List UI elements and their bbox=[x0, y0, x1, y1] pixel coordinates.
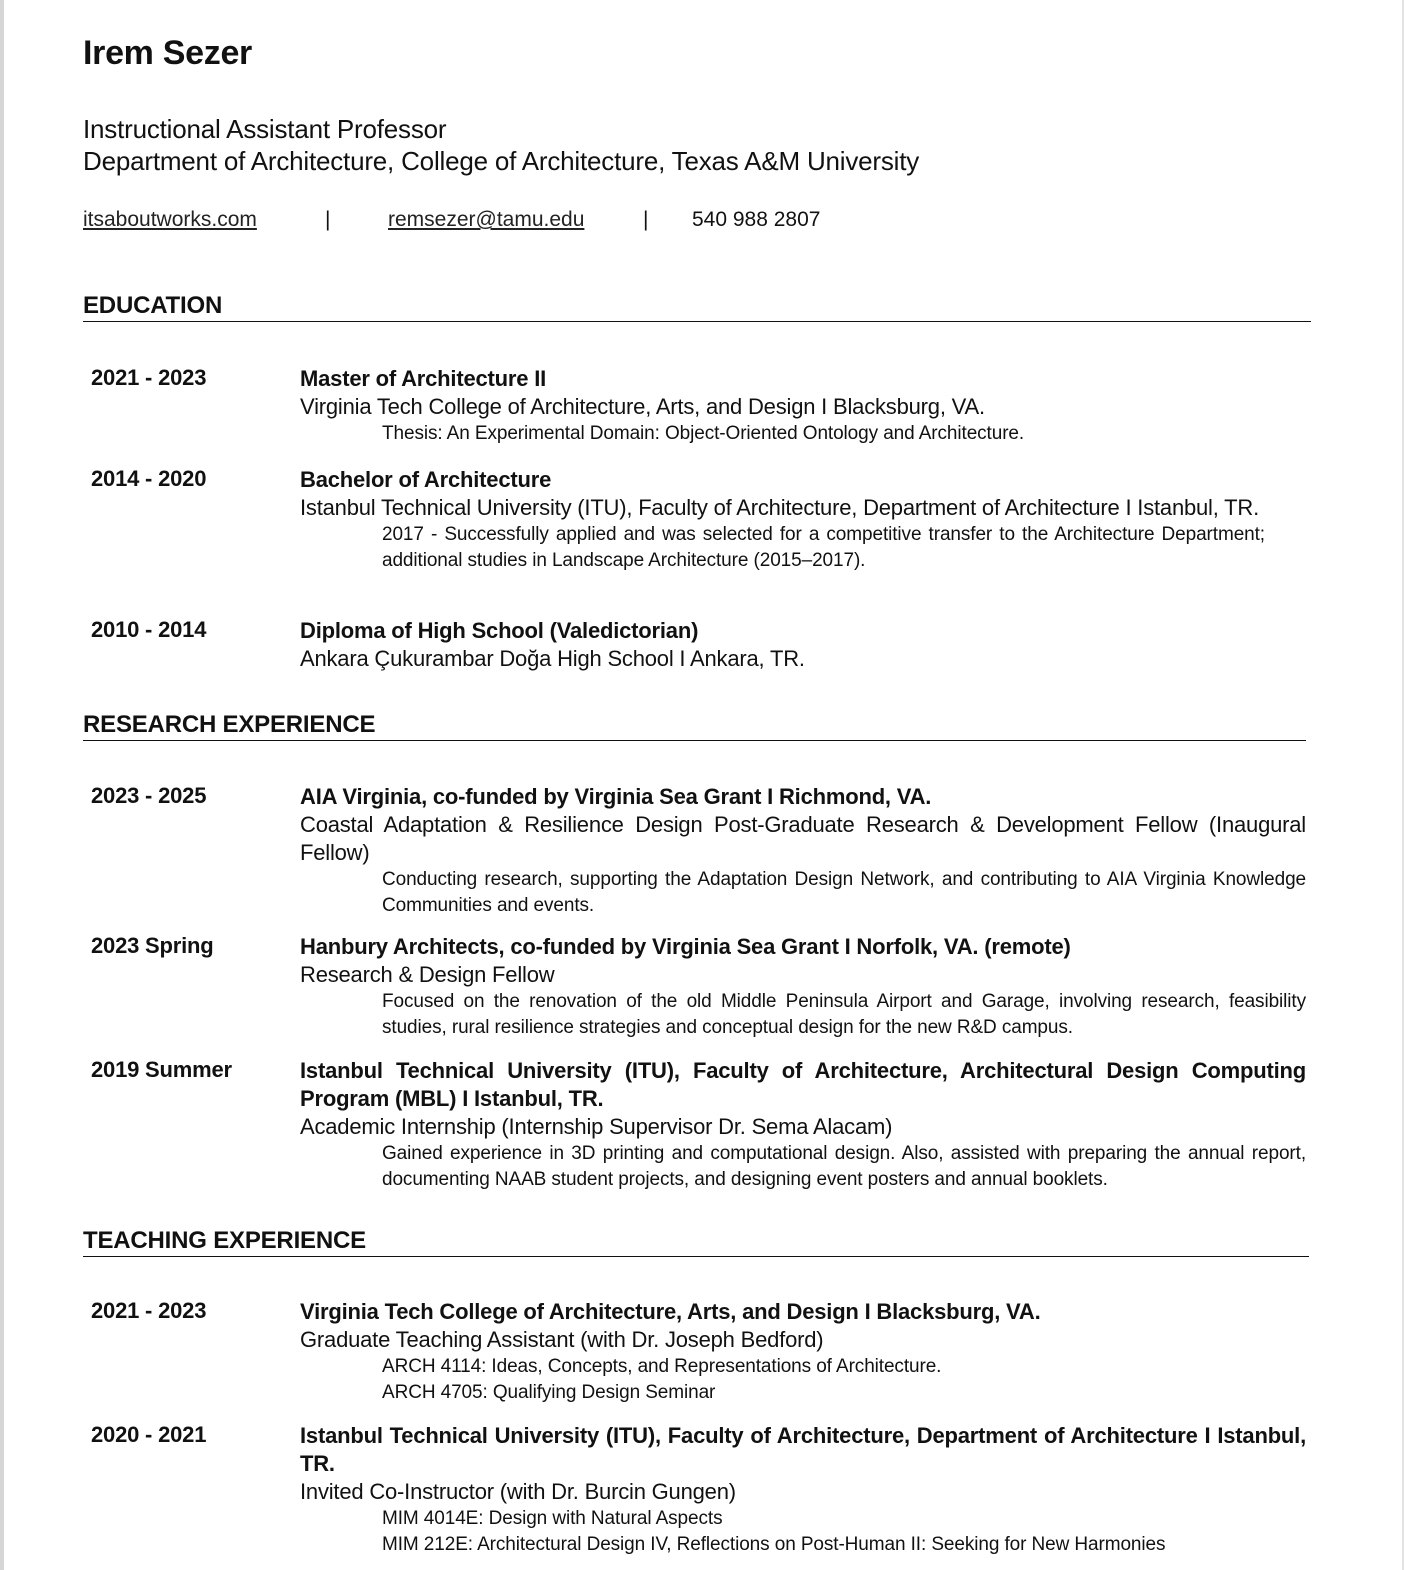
entry-date: 2021 - 2023 bbox=[91, 1298, 207, 1323]
course-item: ARCH 4705: Qualifying Design Seminar bbox=[382, 1381, 716, 1403]
entry-degree: Bachelor of Architecture bbox=[300, 467, 552, 492]
entry-body bbox=[300, 466, 1265, 573]
position-title: Instructional Assistant Professor bbox=[83, 114, 447, 144]
course-item: MIM 212E: Architectural Design IV, Reflections on Post-Human II: Seeking for New Harmonies bbox=[382, 1533, 1166, 1555]
entry-date: 2010 - 2014 bbox=[91, 617, 207, 642]
entry-detail: Gained experience in 3D printing and computational design. Also, assisted with preparing the annual report, documenting NAAB student projects, and designing event posters and annual booklets. bbox=[382, 1143, 1306, 1190]
entry-date: 2020 - 2021 bbox=[91, 1422, 207, 1447]
research-section-header bbox=[83, 711, 1306, 741]
entry-organization: Virginia Tech College of Architecture, Arts, and Design I Blacksburg, VA. bbox=[300, 1299, 1041, 1324]
course-item: MIM 4014E: Design with Natural Aspects bbox=[382, 1508, 723, 1529]
entry-date: 2023 Spring bbox=[91, 933, 214, 958]
entry-organization: AIA Virginia, co-funded by Virginia Sea Grant I Richmond, VA. bbox=[300, 784, 932, 809]
entry-role: Research & Design Fellow bbox=[300, 962, 555, 987]
research-heading: RESEARCH EXPERIENCE bbox=[83, 711, 376, 738]
entry-date: 2023 - 2025 bbox=[91, 783, 207, 808]
entry-detail: Focused on the renovation of the old Middle Peninsula Airport and Garage, involving research, feasibility studies, rural resilience strategies and conceptual design for the new R&D campus. bbox=[382, 991, 1306, 1038]
education-heading: EDUCATION bbox=[83, 292, 223, 319]
section-rule bbox=[83, 740, 1306, 741]
entry-institution: Ankara Çukurambar Doğa High School I Ankara, TR. bbox=[300, 646, 805, 671]
entry-body bbox=[300, 1057, 1306, 1192]
entry-detail: 2017 - Successfully applied and was selected for a competitive transfer to the Architecture Department; additional studies in Landscape Architecture (2015–2017). bbox=[382, 524, 1265, 571]
entry-organization: Istanbul Technical University (ITU), Faculty of Architecture, Department of Architecture I Istanbul, TR. bbox=[300, 1423, 1306, 1476]
contact-separator: | bbox=[325, 208, 331, 231]
section-rule bbox=[83, 321, 1311, 322]
teaching-section-header bbox=[83, 1227, 1309, 1257]
entry-body bbox=[300, 1422, 1306, 1557]
entry-organization: Hanbury Architects, co-funded by Virginia Sea Grant I Norfolk, VA. (remote) bbox=[300, 934, 1071, 959]
entry-date: 2021 - 2023 bbox=[91, 365, 207, 390]
email-link[interactable]: remsezer@tamu.edu bbox=[388, 208, 585, 231]
education-section-header bbox=[83, 292, 1311, 322]
entry-institution: Istanbul Technical University (ITU), Faculty of Architecture, Department of Architecture I Istanbul, TR. bbox=[300, 495, 1260, 520]
section-rule bbox=[83, 1256, 1309, 1257]
entry-organization: Istanbul Technical University (ITU), Faculty of Architecture, Architectural Design Computing Program (MBL) I Istanbul, TR. bbox=[300, 1058, 1306, 1111]
cv-name: Irem Sezer bbox=[83, 34, 252, 72]
course-item: ARCH 4114: Ideas, Concepts, and Representations of Architecture. bbox=[382, 1356, 942, 1377]
entry-date: 2014 - 2020 bbox=[91, 466, 207, 491]
affiliation: Department of Architecture, College of Architecture, Texas A&M University bbox=[83, 146, 920, 176]
entry-detail: Thesis: An Experimental Domain: Object-Oriented Ontology and Architecture. bbox=[382, 423, 1025, 444]
entry-degree: Diploma of High School (Valedictorian) bbox=[300, 618, 699, 643]
entry-body bbox=[300, 783, 1306, 918]
entry-role: Coastal Adaptation & Resilience Design Post-Graduate Research & Development Fellow (Inaugural Fellow) bbox=[300, 812, 1306, 865]
entry-role: Academic Internship (Internship Supervisor Dr. Sema Alacam) bbox=[300, 1114, 893, 1139]
entry-role: Invited Co-Instructor (with Dr. Burcin Gungen) bbox=[300, 1479, 736, 1504]
phone-number: 540 988 2807 bbox=[692, 208, 821, 231]
entry-institution: Virginia Tech College of Architecture, Arts, and Design I Blacksburg, VA. bbox=[300, 394, 985, 419]
website-link[interactable]: itsaboutworks.com bbox=[83, 208, 257, 231]
entry-detail: Conducting research, supporting the Adaptation Design Network, and contributing to AIA Virginia Knowledge Communities and events. bbox=[382, 869, 1306, 916]
entry-body bbox=[300, 365, 1265, 447]
entry-role: Graduate Teaching Assistant (with Dr. Joseph Bedford) bbox=[300, 1327, 824, 1352]
teaching-heading: TEACHING EXPERIENCE bbox=[83, 1227, 366, 1254]
entry-date: 2019 Summer bbox=[91, 1057, 232, 1082]
entry-body bbox=[300, 933, 1306, 1040]
entry-body bbox=[300, 1298, 1306, 1405]
page-left-edge bbox=[0, 0, 4, 1570]
entry-body bbox=[300, 617, 1265, 673]
entry-degree: Master of Architecture II bbox=[300, 366, 547, 391]
contact-separator: | bbox=[643, 208, 649, 231]
